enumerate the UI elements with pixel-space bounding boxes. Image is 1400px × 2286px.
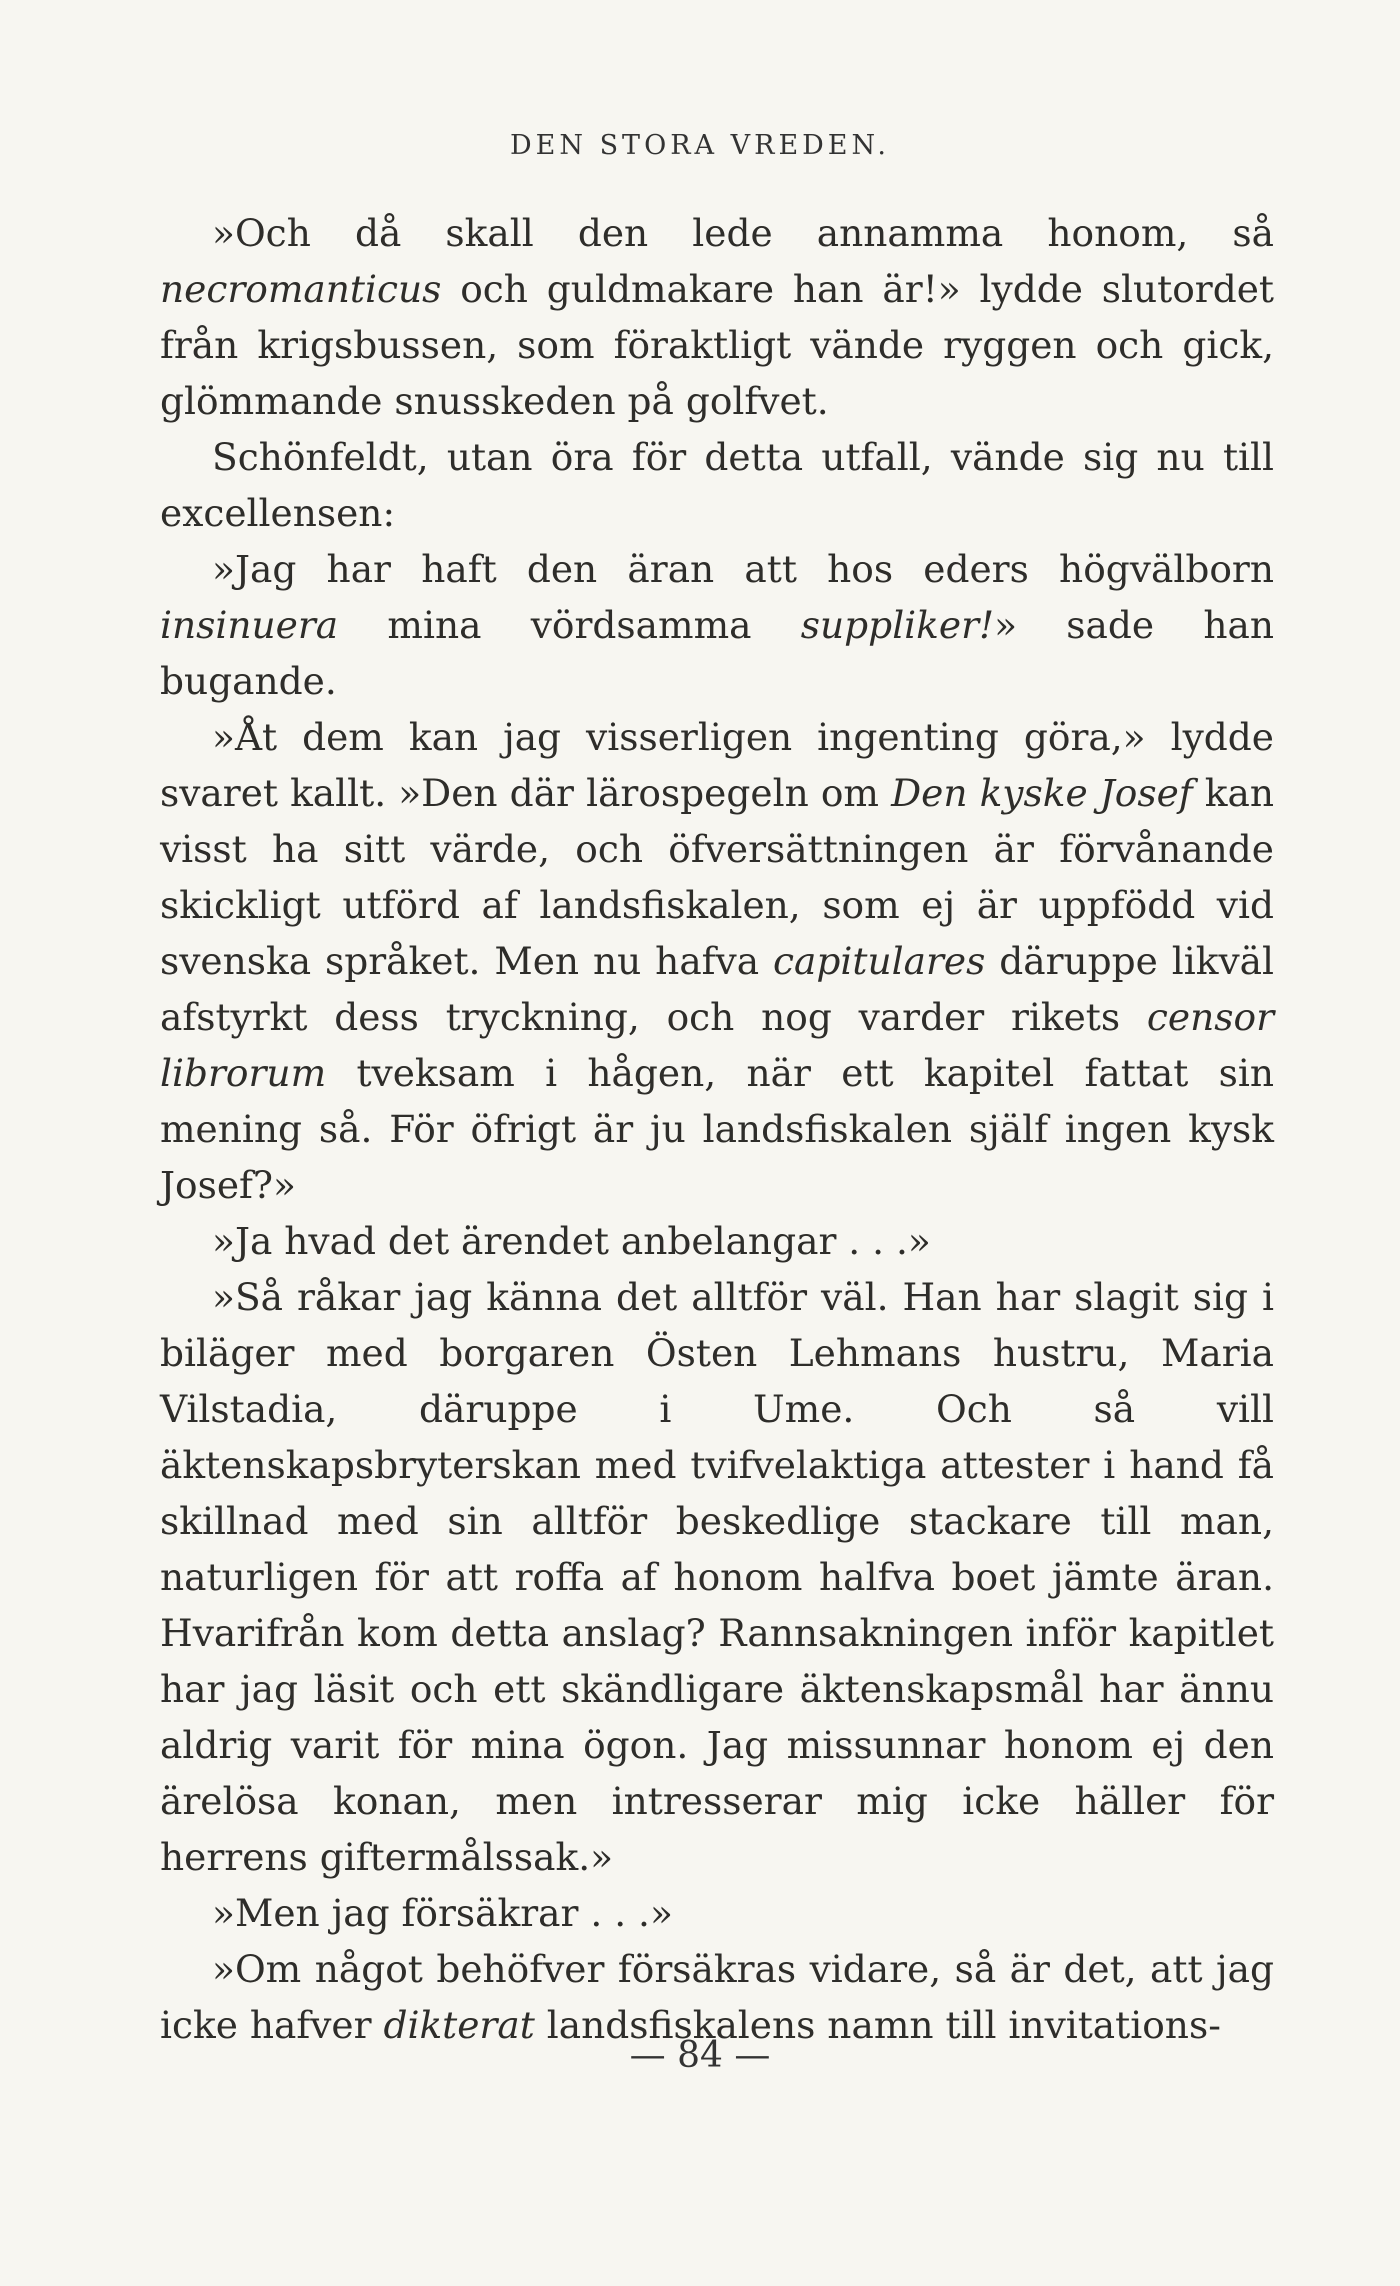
paragraph — [160, 429, 1274, 541]
italic-text: Den kyske Josef — [891, 771, 1193, 815]
paragraph — [160, 205, 1274, 429]
paragraph — [160, 1213, 1274, 1269]
text-run: »Jag har haft den äran att hos eders högvälborn — [212, 547, 1274, 591]
paragraph — [160, 1269, 1274, 1885]
text-run: » sade han bugande. — [160, 603, 1275, 703]
text-run: mina vördsamma — [338, 603, 801, 647]
italic-text: necromanticus — [160, 267, 442, 311]
italic-text: capitulares — [773, 939, 986, 983]
text-run: »Så råkar jag känna det alltför väl. Han har slagit sig i biläger med borgaren Östen Lehmans hustru, Maria Vilstadia, däruppe i Ume. Och så vill äktenskapsbryterskan med tvifvelaktiga attester i hand få skillnad med sin alltför beskedlige stackare till man, naturligen för att roffa af honom halfva boet jämte äran. Hvarifrån kom detta anslag? Rannsakningen inför kapitlet har jag läsit och ett skändligare äktenskapsmål har ännu aldrig varit för mina ögon. Jag missunnar honom ej den ärelösa konan, men intresserar mig icke häller för herrens giftermålssak.» — [160, 1275, 1274, 1879]
text-run: »Ja hvad det ärendet anbelangar . . .» — [212, 1219, 931, 1263]
paragraph — [160, 1885, 1274, 1941]
text-run: och guldmakare han är!» lydde slutordet från krigsbussen, som föraktligt vände ryggen och gick, glömmande snusskeden på golfvet. — [160, 267, 1274, 423]
text-run: Schönfeldt, utan öra för detta utfall, vände sig nu till excellensen: — [160, 435, 1274, 535]
text-run: »Och då skall den lede annamma honom, så — [212, 211, 1274, 255]
running-head: DEN STORA VREDEN. — [510, 130, 890, 161]
paragraph — [160, 709, 1274, 1213]
italic-text: insinuera — [160, 603, 339, 647]
text-run: »Men jag försäkrar . . .» — [212, 1891, 673, 1935]
text-run: »Om något behöfver försäkras vidare, så är det, att jag icke hafver — [160, 1947, 1274, 2047]
italic-text: suppliker! — [800, 603, 995, 647]
text-run: »Åt dem kan jag visserligen ingenting göra,» lydde svaret kallt. »Den där lärospegeln om — [160, 715, 1274, 815]
text-run: kan visst ha sitt värde, och öfversättningen är förvånande skickligt utförd af landsfiskalen, som ej är uppfödd vid svenska språket. Men nu hafva — [160, 771, 1275, 983]
italic-text: dikterat — [383, 2003, 535, 2047]
paragraph — [160, 541, 1274, 709]
text-run: tveksam i hågen, när ett kapitel fattat sin mening så. För öfrigt är ju landsfiskalen själf ingen kysk Josef?» — [160, 1051, 1274, 1207]
body-text — [160, 205, 1274, 2053]
text-run: landsfiskalens namn till invitations- — [534, 2003, 1221, 2047]
italic-text: censor librorum — [160, 995, 1274, 1095]
text-run: däruppe likväl afstyrkt dess tryckning, och nog varder rikets — [160, 939, 1274, 1039]
page-number: — 84 — — [629, 2035, 771, 2076]
